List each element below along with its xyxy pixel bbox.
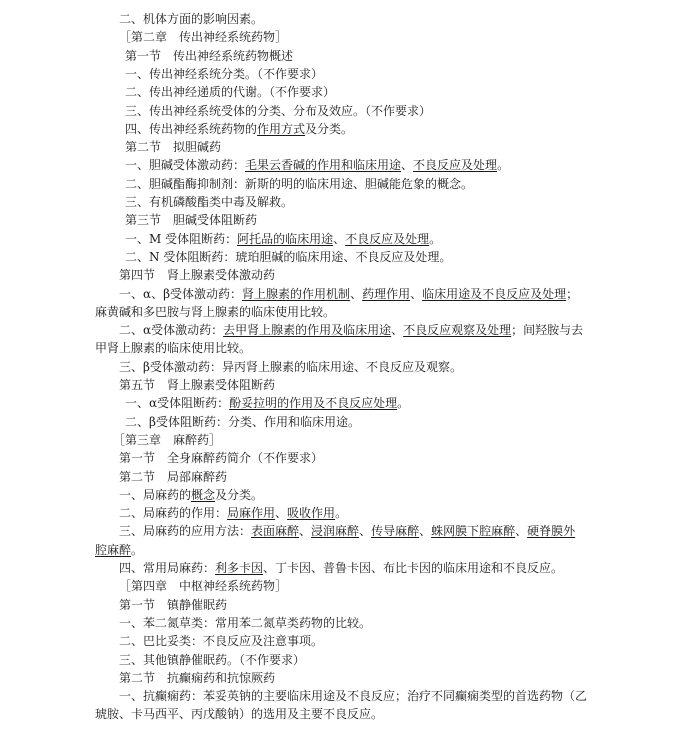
text-line (119, 487, 263, 503)
underlined-key-point: 表面麻醉 (251, 524, 300, 538)
text-segment: 二、巴比妥类：不良反应及注意事项。 (119, 634, 324, 648)
text-segment: 、 (410, 287, 423, 301)
text-line (119, 560, 563, 576)
text-segment: ；间羟胺与去 (511, 323, 584, 337)
text-segment: 一、胆碱受体激动药： (125, 158, 246, 172)
text-line (119, 615, 371, 631)
text-line (125, 48, 293, 64)
text-line (125, 194, 293, 210)
text-line (119, 597, 227, 613)
text-segment: 、 (299, 524, 312, 538)
text-segment: 、丁卡因、普鲁卡因、布比卡因的临床用途和不良反应。 (263, 561, 564, 575)
text-segment: ［第三章 麻醉药］ (113, 433, 222, 447)
underlined-key-point: 概念 (191, 488, 216, 502)
text-segment: 一、苯二氮草类：常用苯二氮草类药物的比较。 (119, 616, 372, 630)
text-segment: 甲肾上腺素的临床使用比较。 (95, 341, 252, 355)
text-line (119, 359, 462, 375)
text-line (113, 432, 221, 448)
text-line (119, 688, 587, 704)
underlined-key-point: 毛果云香碱的作用和临床用途 (245, 158, 402, 172)
text-segment: 第一节 全身麻醉药简介（不作要求） (119, 451, 324, 465)
text-line (95, 304, 335, 320)
text-segment: 及分类。 (215, 488, 264, 502)
underlined-key-point: 蛛网膜下腔麻醉 (431, 524, 516, 538)
text-segment: 及分类。 (305, 122, 354, 136)
underlined-key-point: 硬脊膜外 (527, 524, 576, 538)
text-segment: 。 (497, 158, 510, 172)
text-segment: ［第二章 传出神经系统药物］ (119, 30, 288, 44)
underlined-key-point: 阿托品的临床用途 (237, 232, 334, 246)
underlined-key-point: 不良反应及处理 (345, 232, 430, 246)
text-segment: 二、α受体激动药： (119, 323, 224, 337)
text-segment: 一、α、β受体激动药： (119, 287, 243, 301)
text-segment: 。 (429, 232, 442, 246)
text-line (125, 66, 323, 82)
text-line (119, 286, 578, 302)
underlined-key-point: 酚妥拉明的作用及不良反应处理 (229, 396, 398, 410)
text-segment: 。 (131, 543, 144, 557)
text-segment: 四、传出神经系统药物的 (125, 122, 258, 136)
underlined-key-point: 不良反应观察及处理 (403, 323, 512, 337)
text-line (95, 340, 251, 356)
text-line (95, 542, 143, 558)
text-segment: 、 (350, 287, 363, 301)
text-segment: 第四节 肾上腺素受体激动药 (119, 268, 276, 282)
text-line (119, 267, 275, 283)
text-segment: 三、局麻药的应用方法： (119, 524, 252, 538)
underlined-key-point: 传导麻醉 (371, 524, 420, 538)
text-line (119, 450, 323, 466)
text-line (119, 11, 263, 27)
text-line (125, 176, 473, 192)
text-segment: 、 (515, 524, 528, 538)
text-segment: 琥胺、卡马西平、丙戊酸钠）的选用及主要不良反应。 (95, 707, 384, 721)
underlined-key-point: 局麻作用 (227, 506, 276, 520)
text-segment: 三、传出神经系统受体的分类、分布及效应。（不作要求） (125, 104, 432, 118)
underlined-key-point: 吸收作用 (287, 506, 336, 520)
text-segment: 第三节 胆碱受体阻断药 (125, 213, 258, 227)
text-segment: 三、其他镇静催眠药。（不作要求） (119, 653, 306, 667)
text-segment: 三、β受体激动药：异丙肾上腺素的临床用途、不良反应及观察。 (119, 360, 462, 374)
text-segment: 第二节 局部麻醉药 (119, 470, 228, 484)
underlined-key-point: 去甲肾上腺素的作用及临床用途 (223, 323, 392, 337)
text-line (119, 633, 323, 649)
text-line (119, 523, 575, 539)
text-segment: 、 (419, 524, 432, 538)
text-line (119, 578, 287, 594)
text-line (125, 395, 409, 411)
underlined-key-point: 浸润麻醉 (311, 524, 360, 538)
text-segment: 、 (359, 524, 372, 538)
underlined-key-point: 腔麻醉 (95, 543, 132, 557)
text-line (119, 377, 275, 393)
text-line (125, 103, 431, 119)
text-segment: 一、传出神经系统分类。（不作要求） (125, 67, 324, 81)
text-segment: 麻黄碱和多巴胺与肾上腺素的临床使用比较。 (95, 305, 336, 319)
text-segment: 二、机体方面的影响因素。 (119, 12, 264, 26)
underlined-key-point: 药理作用 (362, 287, 411, 301)
text-segment: ； (566, 287, 579, 301)
text-segment: 四、常用局麻药： (119, 561, 216, 575)
text-segment: 一、抗癫痫药：苯妥英钠的主要临床用途及不良反应；治疗不同癫痫类型的首选药物（乙 (119, 689, 588, 703)
text-segment: 第二节 拟胆碱药 (125, 140, 222, 154)
text-line (119, 469, 227, 485)
underlined-key-point: 临床用途及不良反应及处理 (422, 287, 567, 301)
text-segment: 二、传出神经递质的代谢。（不作要求） (125, 85, 336, 99)
text-line (119, 670, 275, 686)
text-line (119, 322, 583, 338)
text-line (125, 249, 451, 265)
text-segment: 第一节 传出神经系统药物概述 (125, 49, 294, 63)
text-segment: 、 (391, 323, 404, 337)
underlined-key-point: 作用方式 (257, 122, 306, 136)
text-line (119, 505, 347, 521)
text-segment: 第二节 抗癫痫药和抗惊厥药 (119, 671, 276, 685)
text-segment: ［第四章 中枢神经系统药物］ (119, 579, 288, 593)
text-line (125, 414, 360, 430)
text-segment: 二、β受体阻断药：分类、作用和临床用途。 (125, 415, 360, 429)
text-line (125, 139, 221, 155)
text-segment: 三、有机磷酸酯类中毒及解救。 (125, 195, 294, 209)
underlined-key-point: 不良反应及处理 (413, 158, 498, 172)
text-line (95, 706, 383, 722)
text-segment: 第五节 肾上腺素受体阻断药 (119, 378, 276, 392)
text-segment: 二、胆碱酯酶抑制剂：新斯的明的临床用途、胆碱能危象的概念。 (125, 177, 474, 191)
text-line (125, 231, 441, 247)
text-segment: 一、局麻药的 (119, 488, 192, 502)
text-line (119, 29, 287, 45)
text-segment: 二、局麻药的作用： (119, 506, 228, 520)
text-line (125, 212, 257, 228)
text-segment: 第一节 镇静催眠药 (119, 598, 228, 612)
text-line (125, 121, 353, 137)
text-line (119, 652, 305, 668)
text-segment: 一、α受体阻断药： (125, 396, 230, 410)
text-segment: 、 (333, 232, 346, 246)
underlined-key-point: 利多卡因 (215, 561, 264, 575)
text-segment: 一、M 受体阻断药： (125, 232, 238, 246)
text-segment: 。 (335, 506, 348, 520)
text-line (125, 84, 335, 100)
text-segment: 、 (275, 506, 288, 520)
text-segment: 。 (397, 396, 410, 410)
text-segment: 、 (401, 158, 414, 172)
text-segment: 二、N 受体阻断药：琥珀胆碱的临床用途、不良反应及处理。 (125, 250, 452, 264)
text-line (125, 157, 509, 173)
underlined-key-point: 肾上腺素的作用机制 (242, 287, 351, 301)
